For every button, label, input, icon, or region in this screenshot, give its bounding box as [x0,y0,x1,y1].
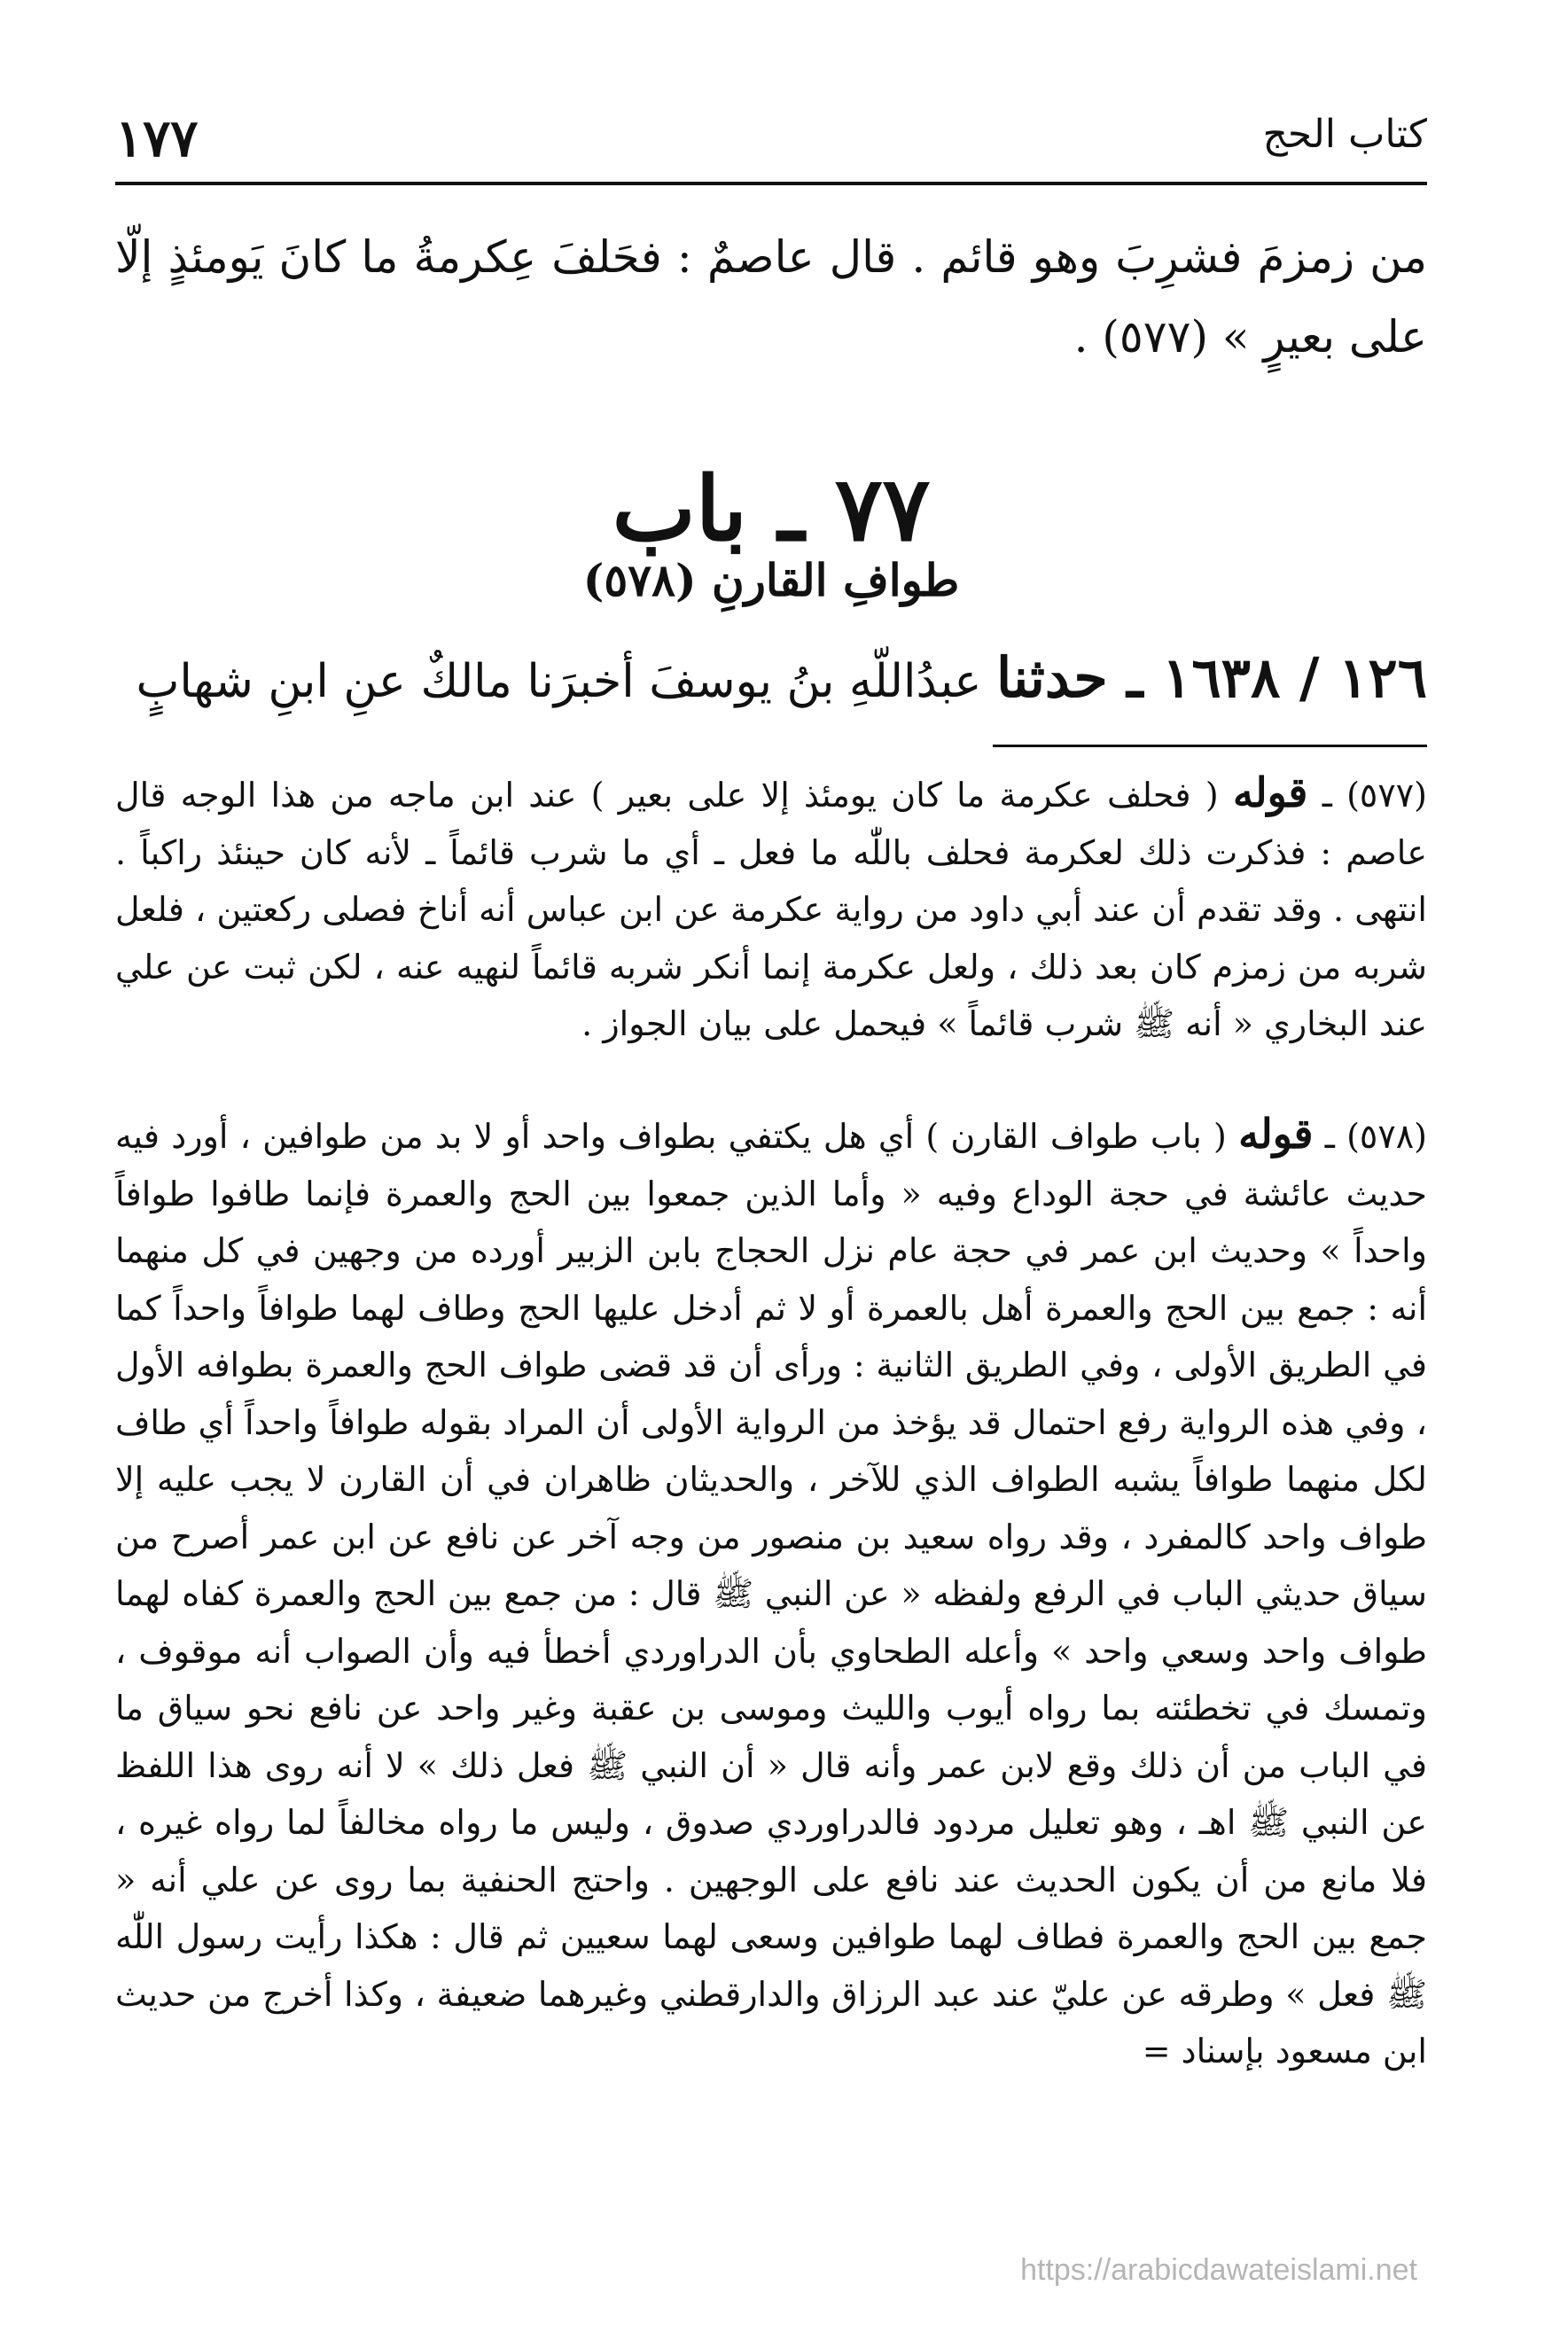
commentary-paragraph [115,1105,1427,2080]
hadith-number-lead: ١٢٦ / ١٦٣٨ ـ حدثنا [996,645,1427,710]
chapter-number: ٧٧ ـ باب [612,456,931,561]
footnote-divider [993,745,1427,747]
watermark-url: https://arabicdawateislami.net [1020,2253,1417,2287]
commentary-lead: قوله [1238,1110,1314,1158]
running-title: كتاب الحج [1262,112,1427,157]
hadith-line [115,643,1427,717]
commentary-lead: قوله [1232,768,1308,816]
commentary-text: ( باب طواف القارن ) أي هل يكتفي بطواف واحد أو لا بد من طوافين ، أورد فيه حديث عائشة في حجة الوداع وفيه « وأما الذين جمعوا بين الحج والعمرة فإنما طافوا طوافاً واحداً » وحديث ابن عمر في حجة عام نزل الحجاج بابن الزبير أورده من وجهين في كل منهما أنه : جمع بين الحج والعمرة أهل بالعمرة أو لا ثم أدخل عليها الحج وطاف لهما طوافاً واحداً كما في الطريق الأولى ، وفي الطريق الثانية : ورأى أن قد قضى طواف الحج والعمرة بطوافه الأول ، وفي هذه الرواية رفع احتمال قد يؤخذ من الرواية الأولى أن المراد بقوله طوافاً واحداً أي طاف لكل منهما طوافاً يشبه الطواف الذي للآخر ، والحديثان ظاهران في أن القارن لا يجب عليه إلا طواف واحد كالمفرد ، وقد رواه سعيد بن منصور من وجه آخر عن نافع عن ابن عمر أصرح من سياق حديثي الباب في الرفع ولفظه « عن النبي ﷺ قال : من جمع بين الحج والعمرة كفاه لهما طواف واحد وسعي واحد » وأعله الطحاوي بأن الدراوردي أخطأ فيه وأن الصواب أنه موقوف ، وتمسك في تخطئته بما رواه أيوب والليث وموسى بن عقبة وغير واحد عن نافع نحو سياق ما في الباب من أن ذلك وقع لابن عمر وأنه قال « أن النبي ﷺ فعل ذلك » لا أنه روى هذا اللفظ عن النبي ﷺ اهـ ، وهو تعليل مردود فالدراوردي صدوق ، وليس ما رواه مخالفاً لما رواه غيره ، فلا مانع من أن يكون الحديث عند نافع على الوجهين . واحتج الحنفية بما روى عن علي أنه « جمع بين الحج والعمرة فطاف لهما طوافين وسعى لهما سعيين ثم قال : هكذا رأيت رسول اللّٰه ﷺ فعل » وطرقه عن عليّ عند عبد الرزاق والدارقطني وغيرهما ضعيفة ، وكذا أخرج من حديث ابن مسعود بإسناد = [115,1117,1427,2071]
page-number: ١٧٧ [115,108,199,168]
commentary-text: ( فحلف عكرمة ما كان يومئذ إلا على بعير ) عند ابن ماجه من هذا الوجه قال عاصم : فذكرت ذلك لعكرمة فحلف باللّٰه ما فعل ـ أي ما شرب قائماً ـ لأنه كان حينئذ راكباً . انتهى . وقد تقدم أن عند أبي داود من رواية عكرمة عن ابن عباس أنه أناخ فصلى ركعتين ، فلعل شربه من زمزم كان بعد ذلك ، ولعل عكرمة إنما أنكر شربه قائماً لنهيه عنه ، لكن ثبت عن علي عند البخاري « أنه ﷺ شرب قائماً » فيحمل على بيان الجواز . [115,776,1427,1043]
commentary-paragraph [115,764,1427,1053]
commentary-number: (٥٧٨) ـ [1324,1117,1427,1156]
chapter-title: طوافِ القارنِ (٥٧٨) [582,554,960,606]
continued-hadith-text: من زمزمَ فشرِبَ وهو قائم . قال عاصمٌ : فحَلفَ عِكرمةُ ما كانَ يَومئذٍ إلّا على بعيرٍ » (٥٧٧) . [115,231,1427,363]
commentary-number: (٥٧٧) ـ [1322,776,1427,815]
hadith-chain-text: عبدُاللّهِ بنُ يوسفَ أخبرَنا مالكٌ عنِ ابنِ شهابٍ [136,655,982,708]
page-header [115,98,1427,185]
